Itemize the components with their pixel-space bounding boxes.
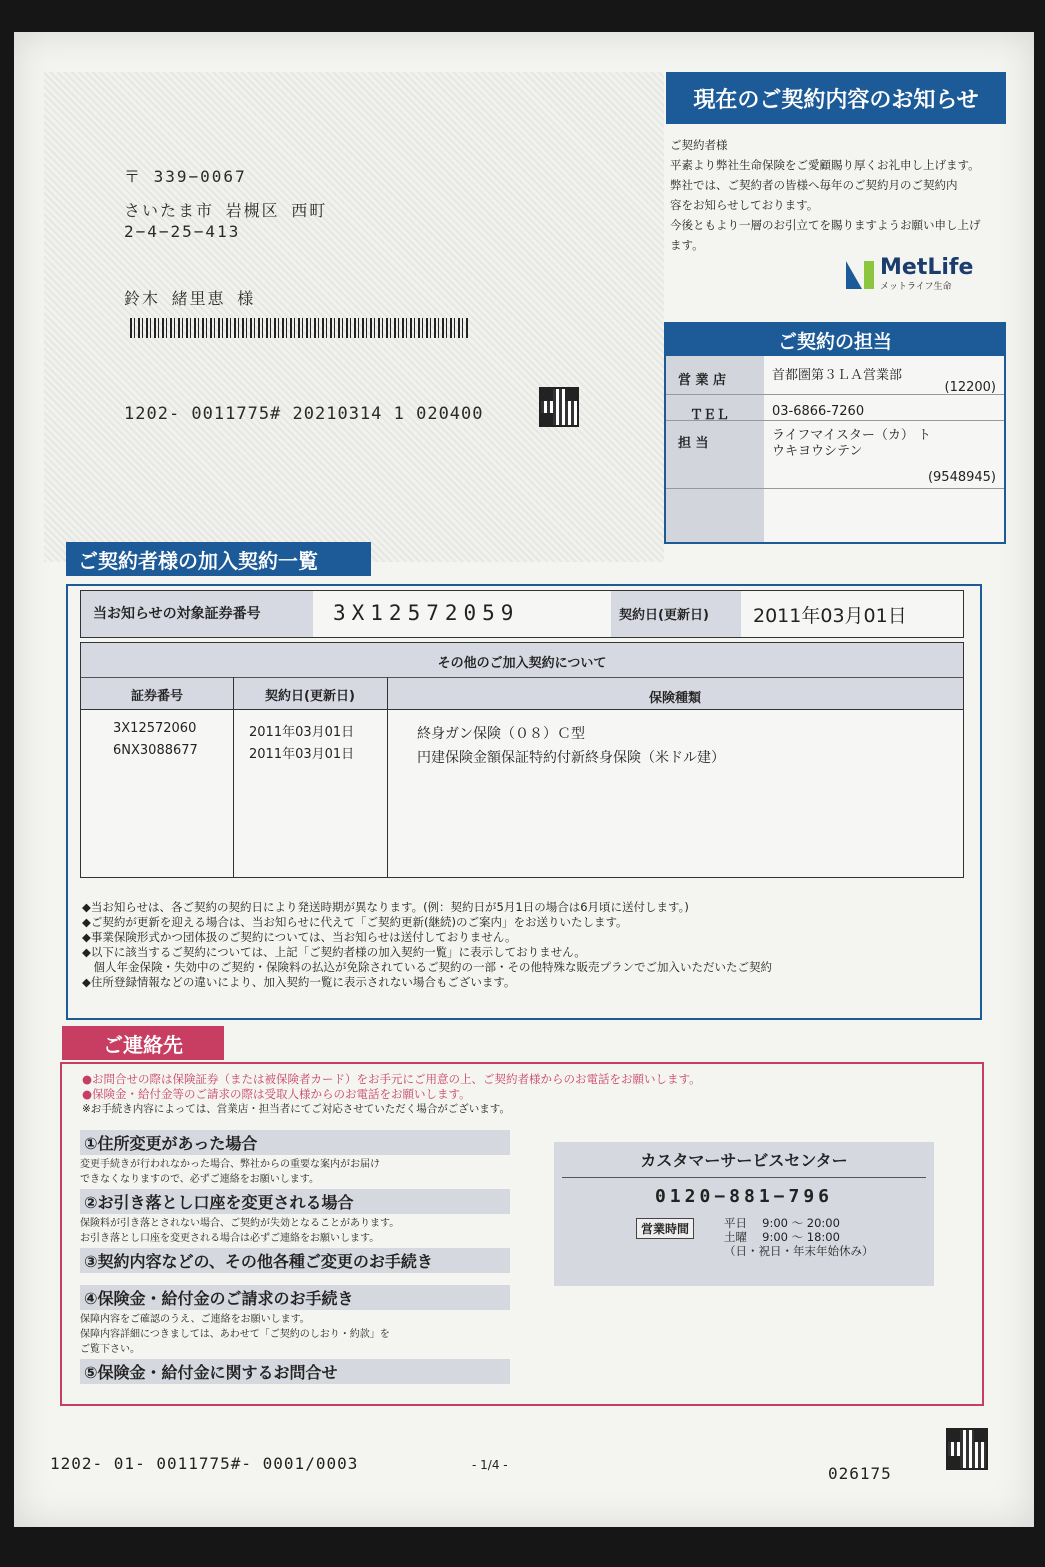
agent-label-tel: ＴＥＬ bbox=[690, 408, 730, 423]
policy-number: 6NX3088677 bbox=[113, 743, 198, 758]
footer-qr-code-icon bbox=[946, 1428, 988, 1470]
contact-item-heading: ①住所変更があった場合 bbox=[80, 1130, 510, 1155]
qr-code-icon bbox=[539, 387, 579, 427]
greeting-line: 弊社では、ご契約者の皆様へ毎年のご契約月のご契約内 bbox=[670, 178, 958, 192]
divider bbox=[666, 420, 1004, 421]
hours-text bbox=[724, 1216, 874, 1258]
note: ◆住所登録情報などの違いにより、加入契約一覧に表示されない場合もございます。 bbox=[82, 975, 516, 989]
postal-barcode bbox=[130, 318, 470, 338]
greeting-line: 平素より弊社生命保険をご愛顧賜り厚くお礼申し上げます。 bbox=[670, 158, 980, 172]
contact-title: ご連絡先 bbox=[62, 1026, 224, 1060]
other-contracts-table bbox=[80, 642, 964, 878]
contact-intro-line: ●保険金・給付金等のご請求の際は受取人様からのお電話をお願いします。 bbox=[82, 1087, 471, 1101]
contact-items bbox=[80, 1130, 510, 1384]
hours-weekday: 平日 9:00 〜 20:00 bbox=[724, 1216, 840, 1230]
logo-mark-icon bbox=[846, 261, 862, 289]
document-page bbox=[14, 32, 1034, 1527]
target-row bbox=[80, 590, 964, 638]
hours-saturday: 土曜 9:00 〜 18:00 bbox=[724, 1230, 840, 1244]
hours-label: 営業時間 bbox=[636, 1218, 694, 1239]
column-header: 証券番号 bbox=[130, 689, 183, 704]
contact-intro bbox=[82, 1072, 972, 1117]
greeting-salutation: ご契約者様 bbox=[670, 138, 728, 152]
note: ◆当お知らせは、各ご契約の契約日により発送時期が異なります。(例：契約日が5月1日の場合は6月頃に送付します。) bbox=[82, 900, 689, 914]
contact-item-body: 保障内容をご確認のうえ、ご連絡をお願いします。 保障内容詳細につきましては、あわせて「ご契約のしおり・約款」を ご覧下さい。 bbox=[80, 1314, 390, 1355]
agent-label-branch: 営 業 店 bbox=[678, 373, 727, 388]
contact-item-heading: ③契約内容などの、その他各種ご変更のお手続き bbox=[80, 1248, 510, 1273]
agent-tel: 03-6866-7260 bbox=[772, 404, 865, 419]
customer-center-box bbox=[554, 1142, 934, 1286]
hours-closed: （日・祝日・年末年始休み） bbox=[724, 1244, 874, 1258]
policy-number: 3X12572060 bbox=[113, 721, 197, 736]
contact-intro-line: ※お手続き内容によっては、営業店・担当者にてご対応させていただく場合がございます。 bbox=[82, 1103, 510, 1115]
mail-code: 1202- 0011775# 20210314 1 020400 bbox=[124, 404, 484, 424]
logo-sub: メットライフ生命 bbox=[880, 282, 952, 292]
contact-item-heading: ⑤保険金・給付金に関するお問合せ bbox=[80, 1359, 510, 1384]
column-header: 保険種類 bbox=[648, 691, 701, 706]
logo-brand: MetLife bbox=[880, 255, 974, 280]
notice-title: 現在のご契約内容のお知らせ bbox=[666, 72, 1006, 124]
contact-item-body: 保険料が引き落とされない場合、ご契約が失効となることがあります。 お引き落とし口座を変更される場合は必ずご連絡をお願いします。 bbox=[80, 1218, 400, 1244]
policy-type: 終身ガン保険（０８）Ｃ型 bbox=[417, 726, 585, 742]
contact-item-heading: ②お引き落とし口座を変更される場合 bbox=[80, 1189, 510, 1214]
footer-number: 026175 bbox=[828, 1464, 892, 1483]
target-label: 当お知らせの対象証券番号 bbox=[93, 606, 261, 622]
other-contracts-title: その他のご加入契約について bbox=[437, 656, 607, 671]
contact-item-body: 変更手続きが行われなかった場合、弊社からの重要な案内がお届け できなくなりますので、必ずご連絡をお願いします。 bbox=[80, 1159, 380, 1185]
footer-code: 1202- 01- 0011775#- 0001/0003 bbox=[50, 1454, 359, 1473]
agent-branch: 首都圏第３ＬＡ営業部 bbox=[772, 368, 903, 383]
metlife-logo bbox=[846, 257, 973, 292]
address-line-1: さいたま市 岩槻区 西町 bbox=[124, 201, 328, 220]
contact-intro-line: ●お問合せの際は保険証券（または被保険者カード）をお手元にご用意の上、ご契約者様からのお電話をお願いします。 bbox=[82, 1072, 701, 1086]
divider bbox=[666, 394, 1004, 395]
policy-date: 2011年03月01日 bbox=[249, 725, 355, 740]
date-label: 契約日(更新日) bbox=[619, 608, 709, 623]
agent-label-person: 担 当 bbox=[678, 436, 709, 451]
target-number: 3X12572059 bbox=[333, 601, 520, 625]
contract-notes bbox=[82, 900, 972, 990]
agent-person: ライフマイスター（カ） ト ウキヨウシテン bbox=[772, 428, 931, 459]
column-header: 契約日(更新日) bbox=[265, 689, 355, 704]
policy-date: 2011年03月01日 bbox=[249, 747, 355, 762]
agent-box bbox=[664, 322, 1006, 544]
agent-branch-code: (12200) bbox=[944, 380, 996, 395]
greeting-line: 今後ともより一層のお引立てを賜りますようお願い申し上げ bbox=[670, 218, 981, 232]
agent-title: ご契約の担当 bbox=[666, 324, 1004, 356]
policy-type: 円建保険金額保証特約付新終身保険（米ドル建） bbox=[417, 750, 725, 766]
recipient-name: 鈴木 緒里恵 様 bbox=[124, 289, 256, 308]
divider bbox=[666, 488, 1004, 489]
contact-item-heading: ④保険金・給付金のご請求のお手続き bbox=[80, 1285, 510, 1310]
address-line-2: 2−4−25−413 bbox=[124, 222, 241, 241]
greeting-line: ます。 bbox=[670, 238, 704, 252]
note: ◆以下に該当するご契約については、上記「ご契約者様の加入契約一覧」に表示しておりません。 bbox=[82, 945, 586, 959]
divider bbox=[387, 677, 388, 877]
divider bbox=[81, 677, 963, 678]
greeting bbox=[670, 135, 1010, 255]
address-panel bbox=[44, 72, 664, 562]
note: ◆事業保険形式かつ団体扱のご契約については、当お知らせは送付しておりません。 bbox=[82, 930, 517, 944]
note: ◆ご契約が更新を迎える場合は、当お知らせに代えて「ご契約更新(継続)のご案内」をお送りいたします。 bbox=[82, 915, 628, 929]
note: 個人年金保険・失効中のご契約・保険料の払込が免除されているご契約の一部・その他特殊な販売プランでご加入いただいたご契約 bbox=[82, 960, 772, 974]
customer-center-title: カスタマーサービスセンター bbox=[562, 1148, 926, 1178]
customer-center-phone: 0120−881−796 bbox=[654, 1186, 834, 1207]
contracts-title: ご契約者様の加入契約一覧 bbox=[66, 542, 371, 576]
contract-date: 2011年03月01日 bbox=[753, 605, 907, 627]
logo-mark-green-icon bbox=[864, 261, 874, 289]
divider bbox=[233, 677, 234, 877]
agent-person-code: (9548945) bbox=[927, 470, 996, 485]
postal-code: 〒 339−0067 bbox=[124, 167, 247, 186]
greeting-line: 容をお知らせしております。 bbox=[670, 198, 819, 212]
page-number: - 1/4 - bbox=[472, 1458, 508, 1472]
